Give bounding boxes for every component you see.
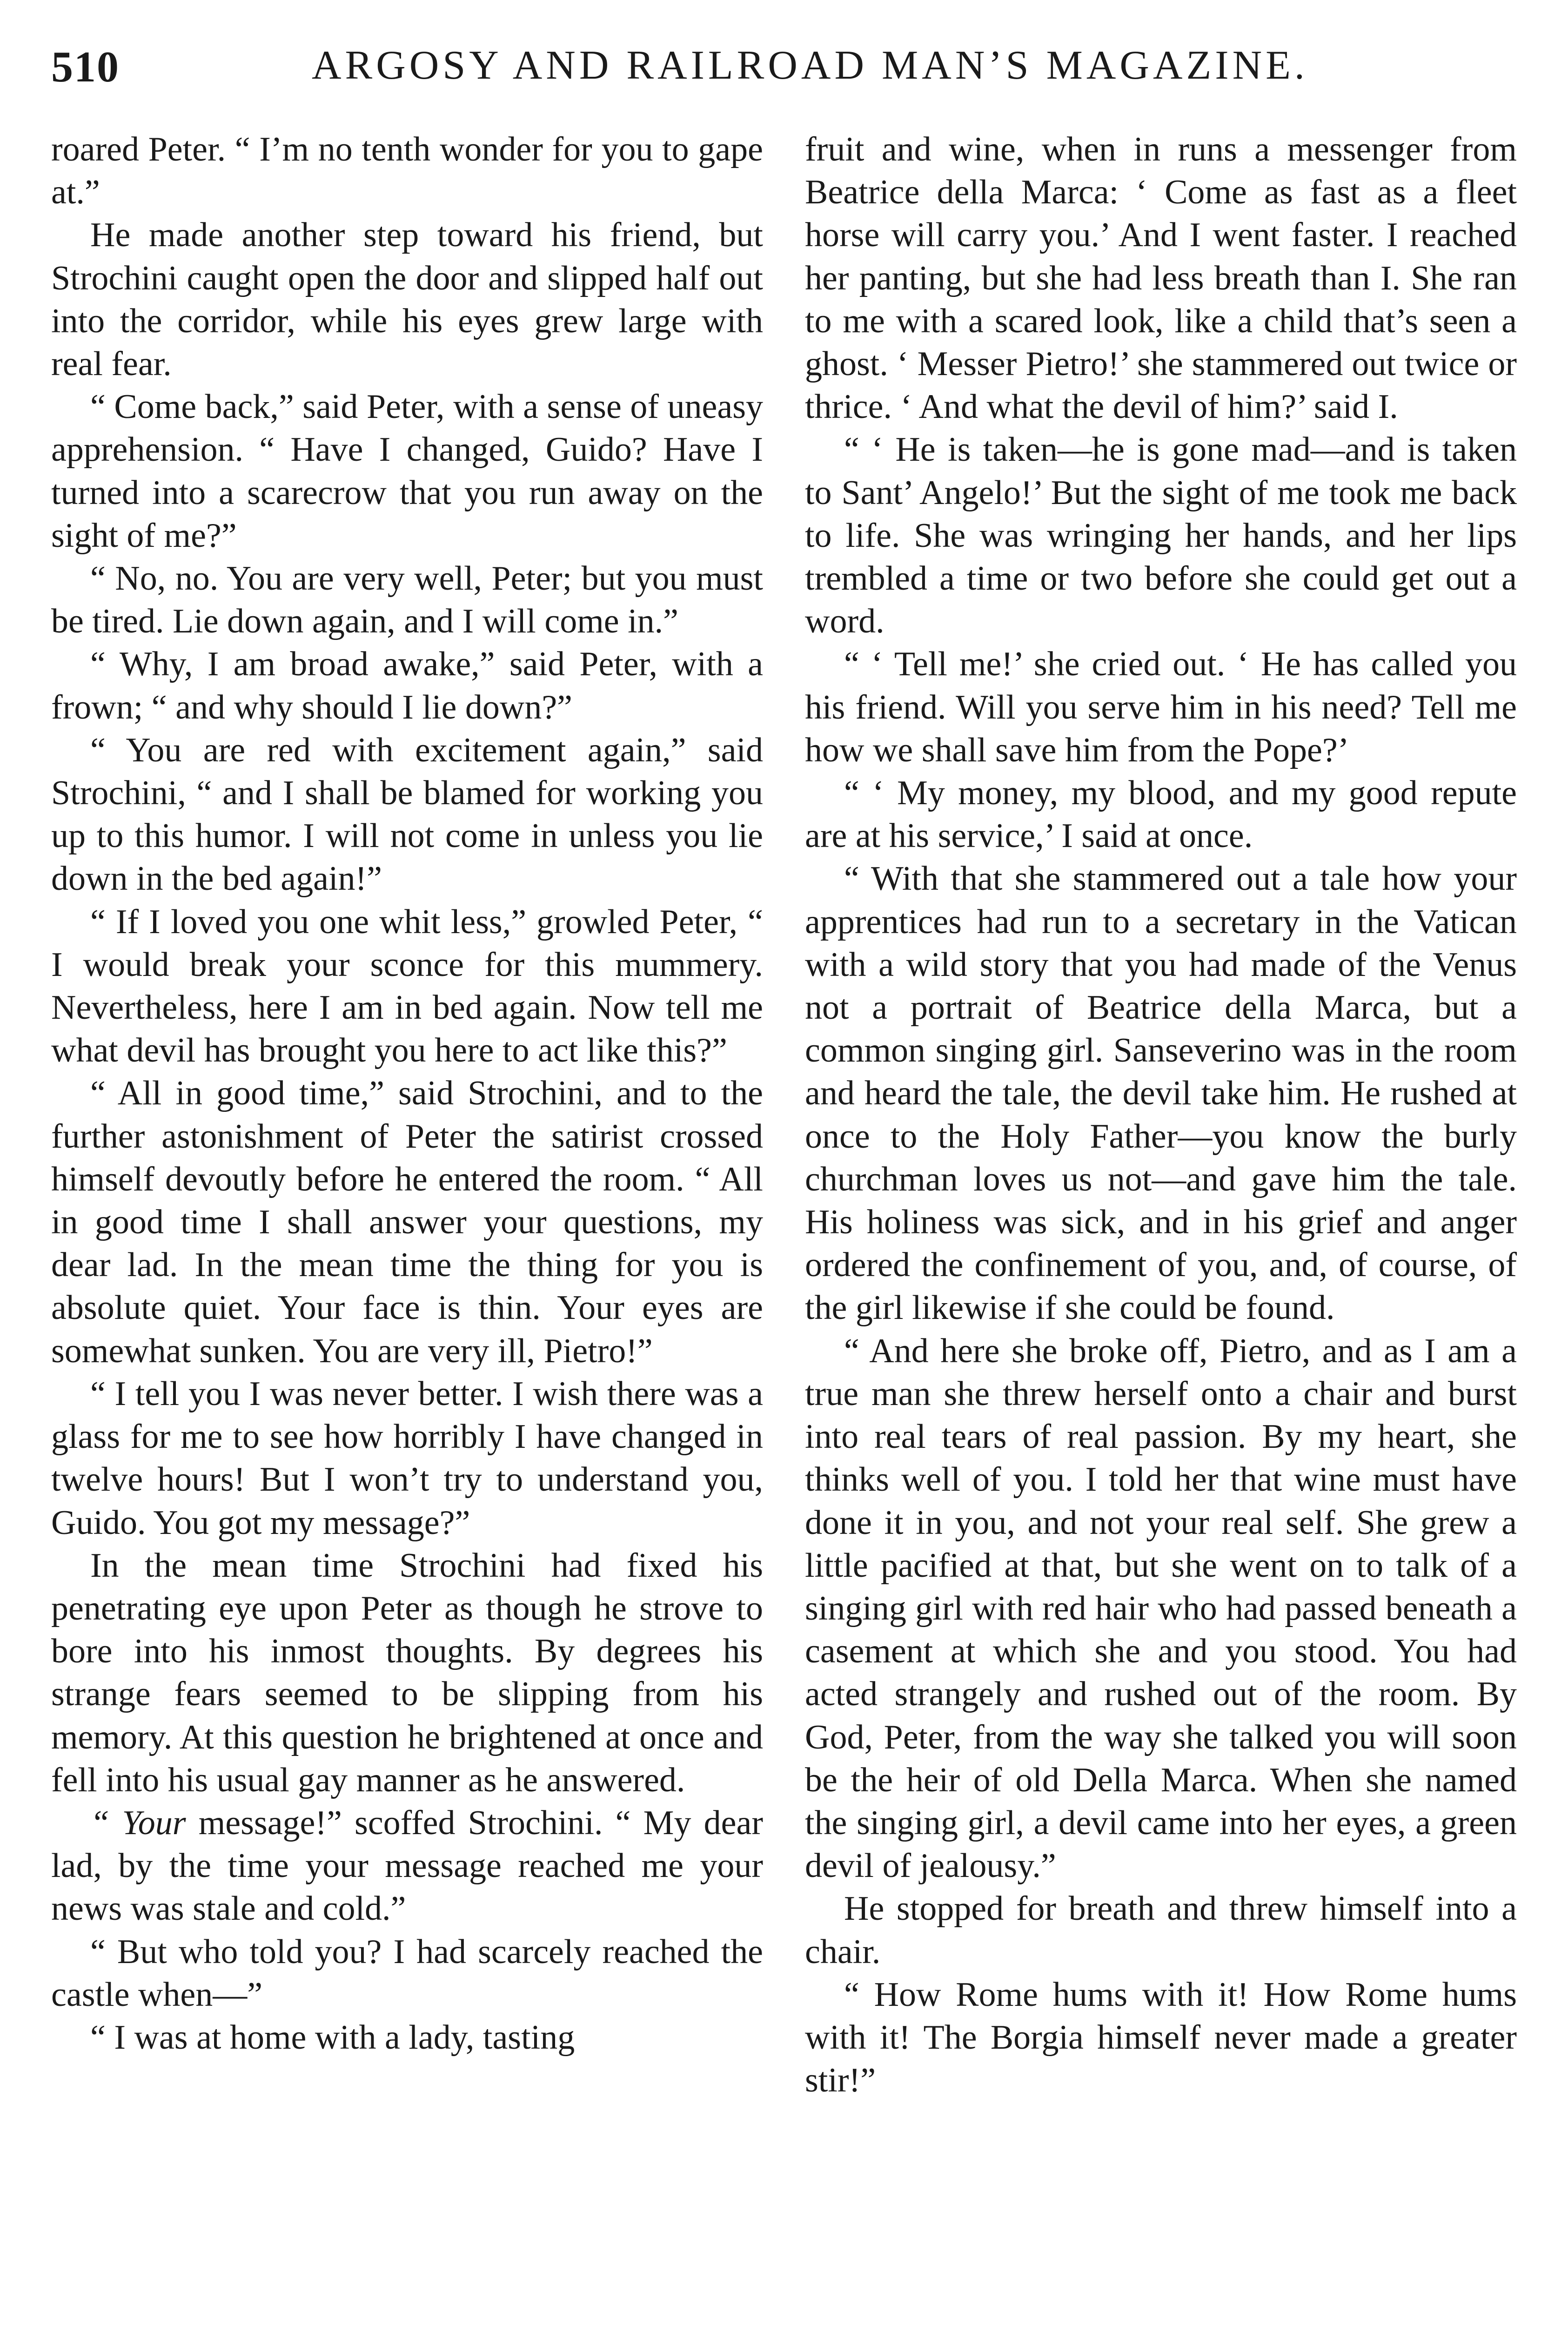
paragraph: “ ‘ He is taken—he is gone mad—and is taken to Sant’ Angelo!’ But the sight of me took me back to life. She was wringing her hands, and her lips trembled a time or two before she could get out a word. bbox=[805, 430, 1517, 641]
paragraph: “ Come back,” said Peter, with a sense of uneasy apprehension. “ Have I changed, Guido? Have I turned into a scarecrow that you run away on the sight of me?” bbox=[51, 388, 763, 555]
paragraph: “ No, no. You are very well, Peter; but you must be tired. Lie down again, and I will come in.” bbox=[51, 559, 763, 641]
page-number: 510 bbox=[51, 43, 120, 91]
paragraph: He made another step toward his friend, but Strochini caught open the door and slipped half out into the corridor, while his eyes grew large with real fear. bbox=[51, 216, 763, 383]
magazine-page bbox=[51, 42, 1517, 2327]
right-column bbox=[805, 128, 1517, 2102]
paragraph: “ With that she stammered out a tale how your apprentices had run to a secretary in the Vatican with a wild story that you had made of the Venus not a portrait of Beatrice della Marca, but a common singing girl. Sanseverino was in the room and heard the tale, the devil take him. He rushed at once to the Holy Father—you know the burly churchman loves us not—and gave him the tale. His holiness was sick, and in his grief and anger ordered the confinement of you, and, of course, of the girl likewise if she could be found. bbox=[805, 860, 1517, 1327]
paragraph: In the mean time Strochini had fixed his penetrating eye upon Peter as though he strove to bore into his inmost thoughts. By degrees his strange fears seemed to be slipping from his memory. At this question he brightened at once and fell into his usual gay manner as he answered. bbox=[51, 1546, 763, 1799]
running-title: ARGOSY AND RAILROAD MAN’S MAGAZINE. bbox=[312, 43, 1308, 88]
paragraph: “ I was at home with a lady, tasting bbox=[90, 2018, 575, 2057]
paragraph: “ All in good time,” said Strochini, and to the further astonishment of Peter the satirist crossed himself devoutly before he entered the room. “ All in good time I shall answer your questions, my dear lad. In the mean time the thing for you is absolute quiet. Your face is thin. Your eyes are somewhat sunken. You are very ill, Pietro!” bbox=[51, 1074, 763, 1370]
left-column bbox=[51, 128, 763, 2102]
text-columns bbox=[51, 128, 1517, 2102]
paragraph: “ Why, I am broad awake,” said Peter, with a frown; “ and why should I lie down?” bbox=[51, 645, 763, 726]
paragraph: “ ‘ Tell me!’ she cried out. ‘ He has called you his friend. Will you serve him in his need? Tell me how we shall save him from the Pope?’ bbox=[805, 645, 1517, 769]
paragraph: “ And here she broke off, Pietro, and as I am a true man she threw herself onto a chair and burst into real tears of real passion. By my heart, she thinks well of you. I told her that wine must have done it in you, and not your real self. She grew a little pacified at that, but she went on to talk of a singing girl with red hair who had passed beneath a casement at which she and you stood. You had acted strangely and rushed out of the room. By God, Peter, from the way she talked you will soon be the heir of old Della Marca. When she named the singing girl, a devil came into her eyes, a green devil of jealousy.” bbox=[805, 1332, 1517, 1885]
paragraph: “ ‘ My money, my blood, and my good repute are at his service,’ I said at once. bbox=[805, 774, 1517, 855]
paragraph: “ If I loved you one whit less,” growled Peter, “ I would break your sconce for this mummery. Nevertheless, here I am in bed again. Now tell me what devil has brought you here to act like this?” bbox=[51, 902, 763, 1070]
page-header bbox=[51, 42, 1517, 121]
paragraph: He stopped for breath and threw himself into a chair. bbox=[805, 1890, 1517, 1971]
paragraph: “ How Rome hums with it! How Rome hums with it! The Borgia himself never made a greater stir!” bbox=[805, 1975, 1517, 2100]
paragraph: “ I tell you I was never better. I wish there was a glass for me to see how horribly I have changed in twelve hours! But I won’t try to understand you, Guido. You got my message?” bbox=[51, 1374, 763, 1542]
italic-word: “ Your bbox=[90, 1803, 186, 1842]
paragraph-text: message!” scoffed Strochini. “ My dear lad, by the time your message reached me your news was stale and cold.” bbox=[51, 1803, 763, 1928]
paragraph: “ But who told you? I had scarcely reached the castle when—” bbox=[51, 1932, 763, 2014]
paragraph bbox=[51, 1802, 763, 1930]
paragraph: “ You are red with excitement again,” said Strochini, “ and I shall be blamed for working you up to this humor. I will not come in unless you lie down in the bed again!” bbox=[51, 731, 763, 898]
paragraph: fruit and wine, when in runs a messenger from Beatrice della Marca: ‘ Come as fast as a fleet horse will carry you.’ And I went faster. I reached her panting, but she had less breath than I. She ran to me with a scared look, like a child that’s seen a ghost. ‘ Messer Pietro!’ she stammered out twice or thrice. ‘ And what the devil of him?’ said I. bbox=[805, 130, 1517, 426]
paragraph: roared Peter. “ I’m no tenth wonder for you to gape at.” bbox=[51, 130, 763, 212]
